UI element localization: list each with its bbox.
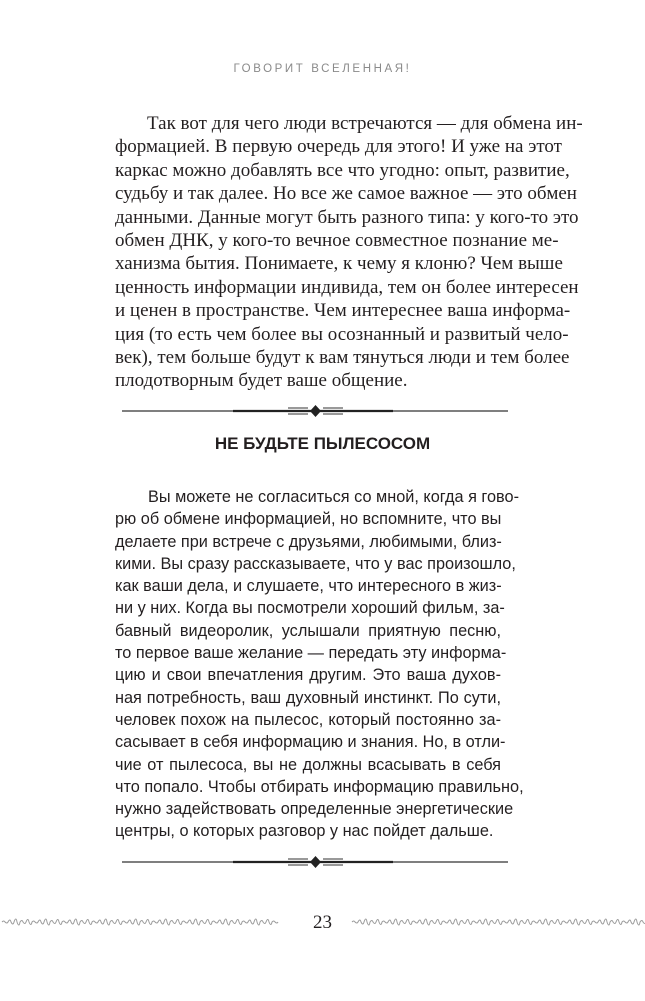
- text-line: сасывает в себя информацию и знания. Но, в отли-: [115, 733, 506, 752]
- text-line: ханизма бытия. Понимаете, к чему я клоню? Чем выше: [115, 253, 563, 275]
- text-line: данными. Данные могут быть разного типа: у кого-то это: [115, 206, 579, 228]
- text-line: обмен ДНК, у кого-то вечное совместное познание ме-: [115, 230, 559, 252]
- text-line: ция (то есть чем более вы осознанный и развитый чело-: [115, 323, 569, 345]
- text-line: формацией. В первую очередь для этого! И уже на этот: [115, 136, 562, 158]
- section-divider-top: [0, 404, 645, 418]
- text-line: плодотворным будет ваше общение.: [115, 370, 408, 392]
- text-line: делаете при встрече с друзьями, любимыми, близ-: [115, 532, 502, 551]
- text-line: как ваши дела, и слушаете, что интересного в жиз-: [115, 577, 502, 596]
- page-number: 23: [313, 912, 332, 933]
- text-line: центры, о которых разговор у нас пойдет дальше.: [115, 822, 494, 841]
- text-line: ценность информации индивида, тем он более интересен: [115, 276, 579, 298]
- text-line: рю об обмене информацией, но вспомните, что вы: [115, 510, 502, 529]
- text-line: век), тем больше будут к вам тянуться люди и тем более: [115, 347, 570, 369]
- text-line: судьбу и так далее. Но все же самое важное — это обмен: [115, 183, 577, 205]
- text-line: ни у них. Когда вы посмотрели хороший фильм, за-: [115, 599, 505, 618]
- text-line: человек похож на пылесос, который постоянно за-: [115, 710, 501, 729]
- text-line: бавный видеоролик, услышали приятную песню,: [115, 621, 501, 640]
- section-divider-bottom: [0, 855, 645, 869]
- section-heading: НЕ БУДЬТЕ ПЫЛЕСОСОМ: [214, 434, 431, 453]
- text-line: что попало. Чтобы отбирать информацию правильно,: [115, 777, 524, 796]
- text-line: ная потребность, ваш духовный инстинкт. По сути,: [115, 688, 501, 707]
- running-head: ГОВОРИТ ВСЕЛЕННАЯ!: [233, 63, 412, 75]
- text-line: Так вот для чего люди встречаются — для обмена ин-: [147, 113, 583, 134]
- text-line: нужно задействовать определенные энергетические: [115, 800, 514, 819]
- text-line: и ценен в пространстве. Чем интереснее ваша информа-: [115, 300, 571, 322]
- text-line: цию и свои впечатления другим. Это ваша духов-: [115, 666, 501, 685]
- text-line: каркас можно добавлять все что угодно: опыт, развитие,: [115, 159, 570, 181]
- text-line: чие от пылесоса, вы не должны всасывать в себя: [115, 755, 501, 774]
- body-paragraph-2: [115, 486, 524, 843]
- text-line: то первое ваше желание — передать эту информа-: [115, 644, 507, 663]
- text-line: кими. Вы сразу рассказываете, что у вас произошло,: [115, 554, 516, 573]
- body-paragraph-1: [115, 112, 583, 393]
- text-line: Вы можете не согласиться со мной, когда я гово-: [148, 488, 519, 506]
